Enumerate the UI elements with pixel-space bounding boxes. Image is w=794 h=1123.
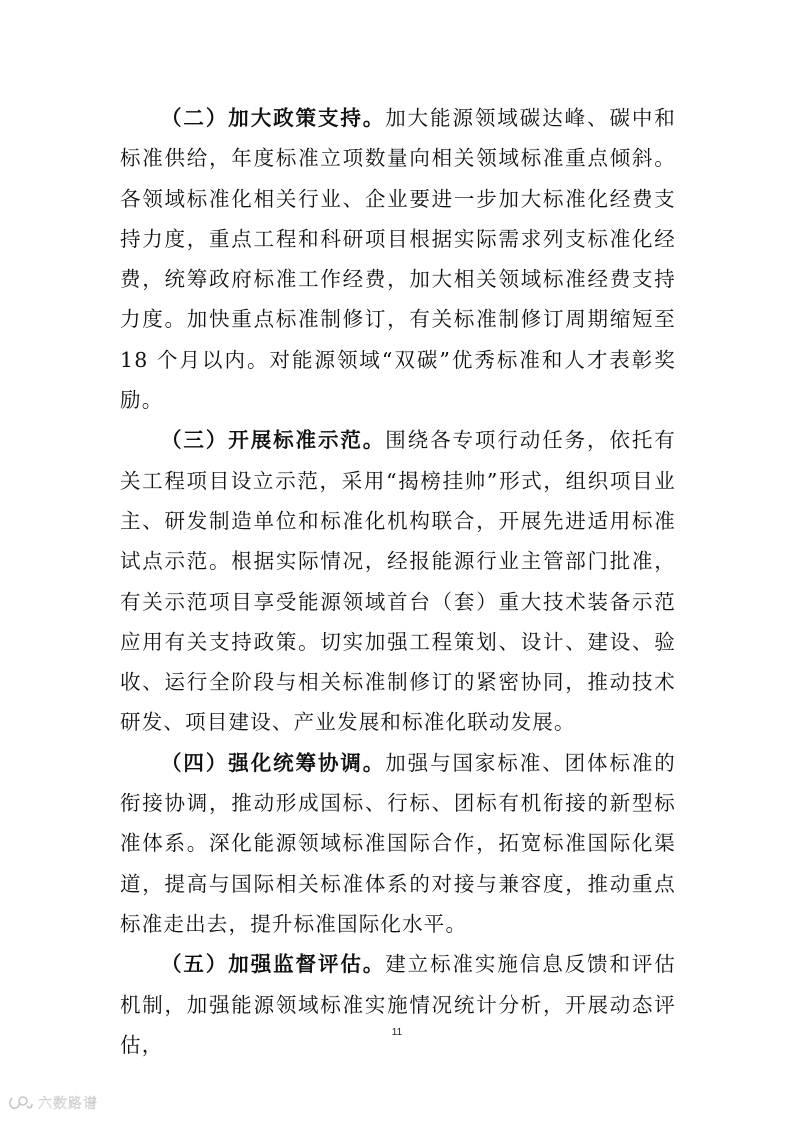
paragraph-text: 建立标准实施信息反馈和评估机制，加强能源领域标准实施情况统计分析，开展动态评估， [120,952,677,1057]
paragraph-supervision [120,944,676,1065]
paragraph-heading: （三）开展标准示范。 [161,428,386,453]
paragraph-text: 围绕各专项行动任务，依托有关工程项目设立示范，采用“揭榜挂帅”形式，组织项目业主、研发制造单位和标准化机构联合，开展先进适用标准试点示范。根据实际情况，经报能源行业主管部门批准，有关示范项目享受能源领域首台（套）重大技术装备示范应用有关支持政策。切实加强工程策划、设计、建设、验收、运行全阶段与相关标准制修订的紧密协同，推动技术研发、项目建设、产业发展和标准化联动发展。 [120,428,677,735]
logo-icon [8,1094,34,1112]
document-body [120,98,676,1065]
paragraph-policy-support [120,98,676,420]
watermark-text: 六数路谱 [38,1096,98,1112]
page-number: 11 [391,1027,403,1038]
paragraph-standard-demonstration [120,420,676,742]
paragraph-heading: （二）加大政策支持。 [161,106,386,130]
paragraph-text: 加大能源领域碳达峰、碳中和标准供给，年度标准立项数量向相关领域标准重点倾斜。各领域标准化相关行业、企业要进一步加大标准化经费支持力度，重点工程和科研项目根据实际需求列支标准化经费，统筹政府标准工作经费，加大相关领域标准经费支持力度。加快重点标准制修订，有关标准制修订周期缩短至 18 个月以内。对能源领域“双碳”优秀标准和人才表彰奖励。 [120,106,677,413]
paragraph-coordination [120,743,676,944]
paragraph-heading: （五）加强监督评估。 [161,952,386,977]
paragraph-text: 加强与国家标准、团体标准的衔接协调，推动形成国标、行标、团标有机衔接的新型标准体系。深化能源领域标准国际合作，拓宽标准国际化渠道，提高与国际相关标准体系的对接与兼容度，推动重点标准走出去，提升标准国际化水平。 [120,750,677,936]
watermark [8,1093,98,1113]
paragraph-heading: （四）强化统筹协调。 [161,750,386,775]
